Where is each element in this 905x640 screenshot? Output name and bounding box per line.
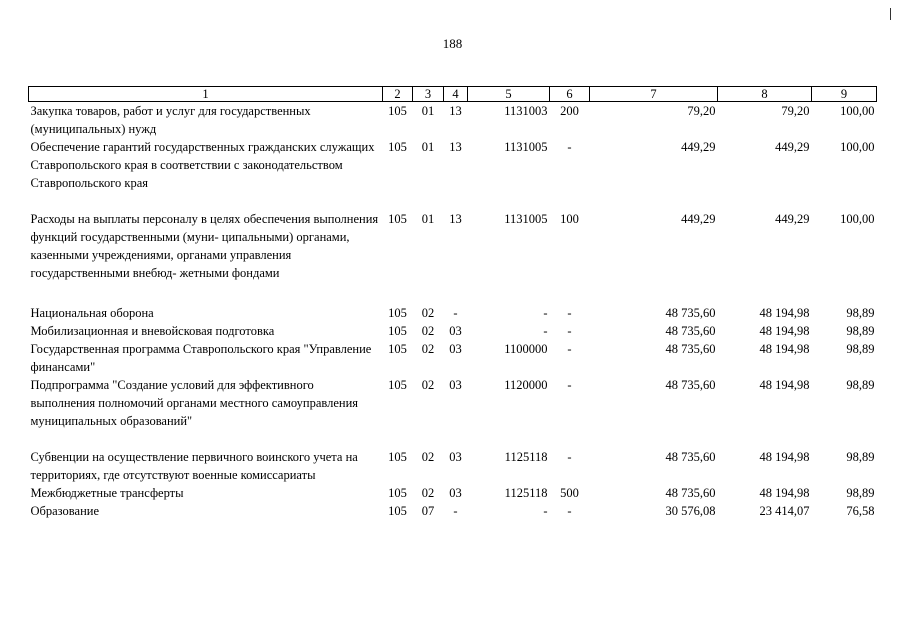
row-name: Национальная оборона	[30, 306, 154, 320]
row-c9: 76,58	[846, 504, 875, 518]
row-c4: 13	[449, 104, 462, 118]
row-c8: 79,20	[781, 104, 810, 118]
row-c6: -	[567, 324, 572, 338]
row-c9: 98,89	[846, 450, 875, 464]
header-col-8: 8	[718, 87, 812, 102]
row-c7: 79,20	[687, 104, 716, 118]
spacer-cell	[29, 430, 877, 448]
row-c3: 01	[421, 140, 435, 154]
row-c2: 105	[388, 450, 407, 464]
table-row	[29, 102, 877, 139]
table-row	[29, 210, 877, 282]
row-c9: 98,89	[846, 486, 875, 500]
row-c7: 48 735,60	[665, 324, 716, 338]
row-c8: 48 194,98	[759, 342, 810, 356]
row-c5: 1100000	[504, 342, 548, 356]
row-c4: -	[453, 306, 458, 320]
row-c8: 48 194,98	[759, 324, 810, 338]
row-c3: 02	[421, 378, 435, 392]
row-c3: 01	[421, 104, 435, 118]
table-row	[29, 502, 877, 520]
page-edge-mark	[890, 8, 891, 20]
row-name: Обеспечение гарантий государственных гражданских служащих Ставропольского края в соответствии с законодательством Ставропольского края	[30, 140, 375, 190]
row-c5: 1120000	[504, 378, 548, 392]
row-c8: 449,29	[775, 212, 810, 226]
row-c6: 100	[560, 212, 579, 226]
row-c9: 98,89	[846, 306, 875, 320]
row-c9: 100,00	[840, 104, 875, 118]
row-name: Образование	[30, 504, 100, 518]
header-row	[29, 87, 877, 102]
row-c5: -	[543, 324, 548, 338]
row-c5: 1131005	[504, 212, 548, 226]
row-c2: 105	[388, 212, 407, 226]
row-c4: 13	[449, 140, 462, 154]
row-spacer	[29, 192, 877, 210]
row-c3: 07	[421, 504, 435, 518]
row-c7: 449,29	[681, 140, 716, 154]
row-c9: 98,89	[846, 324, 875, 338]
row-c4: 03	[449, 342, 462, 356]
row-c7: 48 735,60	[665, 450, 716, 464]
row-c9: 100,00	[840, 212, 875, 226]
table-row	[29, 448, 877, 484]
row-c5: -	[543, 504, 548, 518]
row-c7: 48 735,60	[665, 306, 716, 320]
row-c4: 03	[449, 378, 462, 392]
row-c7: 48 735,60	[665, 342, 716, 356]
row-c3: 02	[421, 486, 435, 500]
row-spacer	[29, 282, 877, 304]
row-c8: 48 194,98	[759, 306, 810, 320]
row-c9: 98,89	[846, 342, 875, 356]
row-spacer	[29, 430, 877, 448]
header-col-3: 3	[413, 87, 444, 102]
row-c2: 105	[388, 324, 407, 338]
row-name: Подпрограмма "Создание условий для эффективного выполнения полномочий органами местного самоуправления муниципальных образований"	[30, 378, 359, 428]
row-name: Расходы на выплаты персоналу в целях обеспечения выполнения функций государственными (муни- ципальными) органами, казенными учреждениями, органами управления государственными внебюд- жетными фондами	[30, 212, 379, 280]
row-c5: 1125118	[504, 450, 548, 464]
row-c2: 105	[388, 504, 407, 518]
header-col-1: 1	[29, 87, 383, 102]
header-col-4: 4	[444, 87, 468, 102]
row-c5: 1131003	[504, 104, 548, 118]
row-c2: 105	[388, 342, 407, 356]
table-row	[29, 322, 877, 340]
header-col-9: 9	[812, 87, 877, 102]
row-c4: 03	[449, 450, 462, 464]
row-c3: 01	[421, 212, 435, 226]
page-number: 188	[442, 36, 463, 51]
row-c2: 105	[388, 104, 407, 118]
row-c6: -	[567, 306, 572, 320]
row-c7: 30 576,08	[665, 504, 716, 518]
budget-table	[28, 86, 877, 520]
row-c9: 100,00	[840, 140, 875, 154]
row-name: Закупка товаров, работ и услуг для государственных (муниципальных) нужд	[30, 104, 311, 136]
table-row	[29, 304, 877, 322]
header-col-7: 7	[590, 87, 718, 102]
row-name: Межбюджетные трансферты	[30, 486, 184, 500]
row-c3: 02	[421, 324, 435, 338]
row-c4: 03	[449, 486, 462, 500]
row-c7: 449,29	[681, 212, 716, 226]
row-c8: 48 194,98	[759, 486, 810, 500]
row-name: Государственная программа Ставропольского края "Управление финансами"	[30, 342, 372, 374]
table-row	[29, 376, 877, 430]
header-col-2: 2	[383, 87, 413, 102]
row-c2: 105	[388, 378, 407, 392]
row-c6: -	[567, 450, 572, 464]
row-c7: 48 735,60	[665, 486, 716, 500]
spacer-cell	[29, 282, 877, 304]
row-c6: -	[567, 504, 572, 518]
row-c8: 449,29	[775, 140, 810, 154]
row-c7: 48 735,60	[665, 378, 716, 392]
row-name: Мобилизационная и вневойсковая подготовка	[30, 324, 275, 338]
row-c2: 105	[388, 306, 407, 320]
row-c4: 13	[449, 212, 462, 226]
row-c4: 03	[449, 324, 462, 338]
spacer-cell	[29, 192, 877, 210]
row-c3: 02	[421, 342, 435, 356]
row-c9: 98,89	[846, 378, 875, 392]
row-c2: 105	[388, 140, 407, 154]
table-row	[29, 138, 877, 192]
row-c8: 48 194,98	[759, 450, 810, 464]
header-col-6: 6	[550, 87, 590, 102]
row-c6: 500	[560, 486, 579, 500]
row-c6: -	[567, 342, 572, 356]
row-c6: -	[567, 378, 572, 392]
row-c4: -	[453, 504, 458, 518]
row-c3: 02	[421, 306, 435, 320]
row-c6: -	[567, 140, 572, 154]
row-c5: 1125118	[504, 486, 548, 500]
row-name: Субвенции на осуществление первичного воинского учета на территориях, где отсутствуют военные комиссариаты	[30, 450, 358, 482]
row-c5: 1131005	[504, 140, 548, 154]
row-c8: 23 414,07	[759, 504, 810, 518]
table-row	[29, 484, 877, 502]
row-c2: 105	[388, 486, 407, 500]
row-c5: -	[543, 306, 548, 320]
row-c8: 48 194,98	[759, 378, 810, 392]
row-c3: 02	[421, 450, 435, 464]
header-col-5: 5	[468, 87, 550, 102]
table-row	[29, 340, 877, 376]
row-c6: 200	[560, 104, 579, 118]
